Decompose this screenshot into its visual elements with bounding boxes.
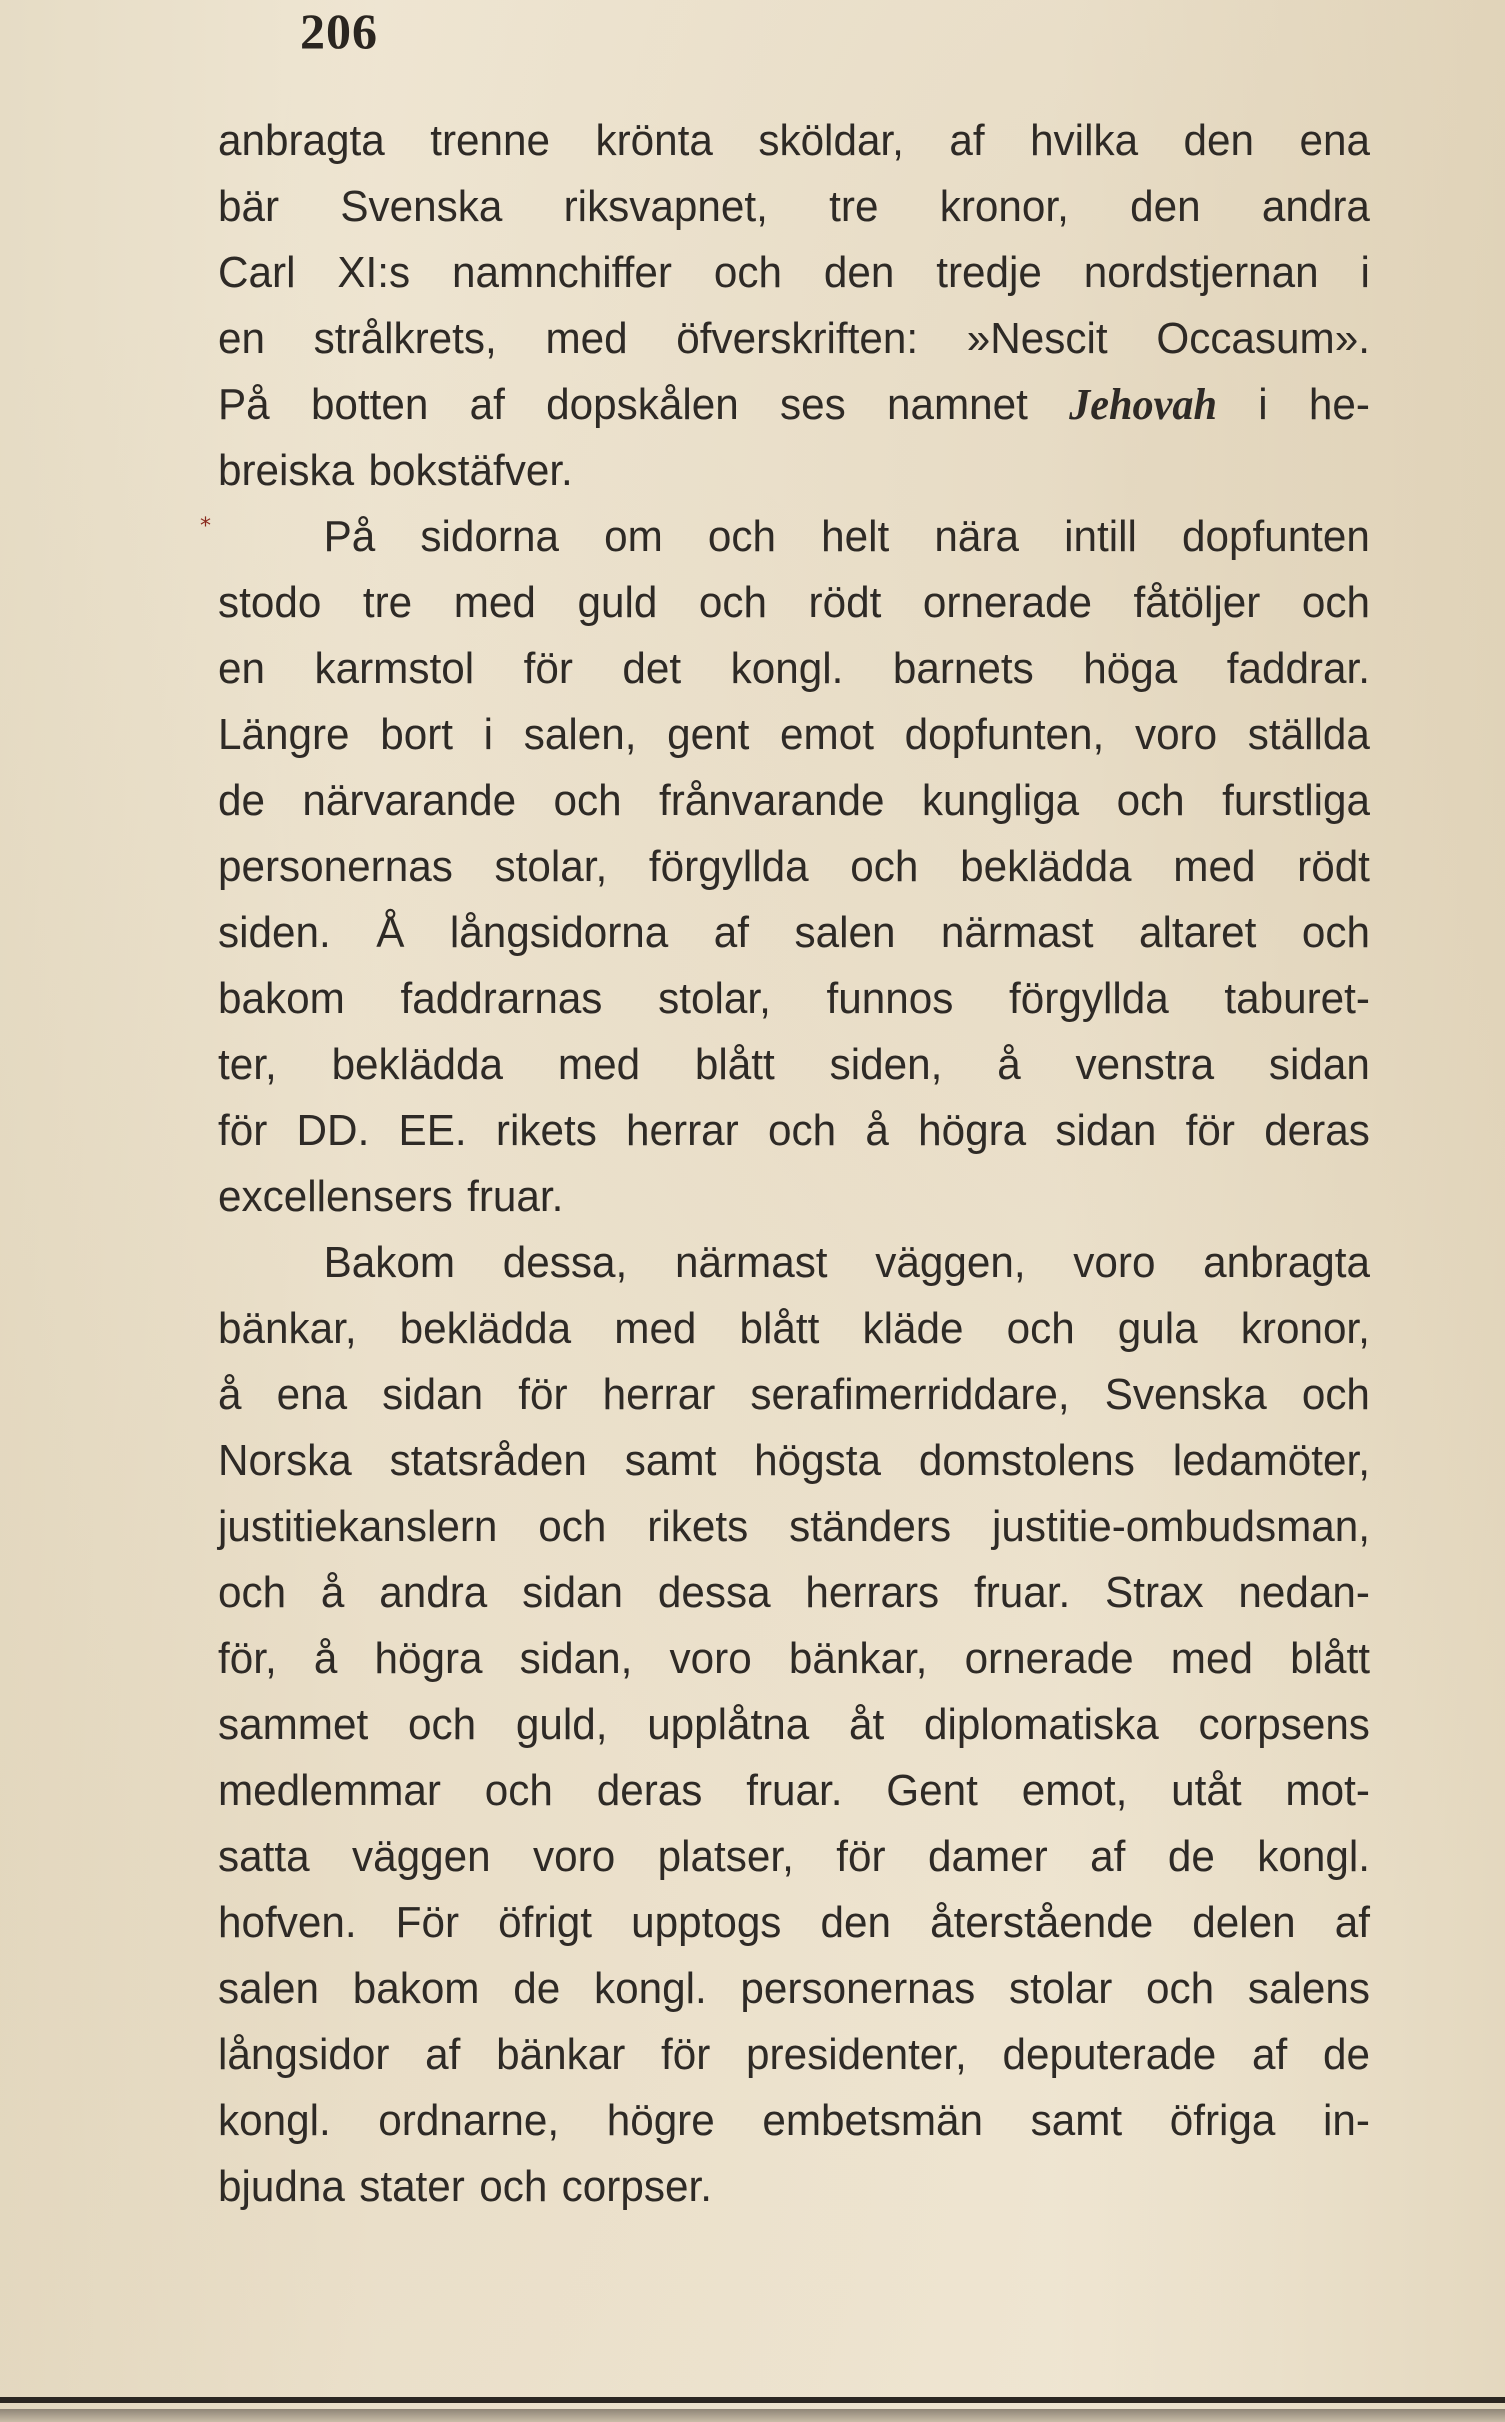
word: namnchiffer [452,248,672,297]
word: deras [1264,1106,1370,1155]
word: dopfunten [1181,512,1370,561]
word: ständers [789,1502,952,1551]
text-line [218,372,1370,438]
word: siden. [218,908,331,957]
word: bänkar, [218,1304,357,1353]
word: hvilka [1030,116,1139,165]
word: ställda [1247,710,1370,759]
word: voro [1134,710,1218,759]
text-line [218,108,1370,174]
text-line [218,1164,1370,1230]
word: Längre [218,710,350,759]
word: samt [1030,2096,1123,2145]
word: ornerade [964,1634,1134,1683]
word: och [850,842,919,891]
word: och [707,512,777,561]
text-line [218,900,1370,966]
word: personernas [740,1964,976,2013]
word: för [836,1832,886,1881]
text-line [218,504,1370,570]
word: med [1173,842,1256,891]
text-line [218,174,1370,240]
word: sammet [218,1700,369,1749]
page-edge [0,2409,1505,2422]
word: platser, [657,1832,794,1881]
word: satta [218,1832,310,1881]
word: öfrigt [498,1898,593,1947]
word: för [523,644,573,693]
word: helt [821,512,890,561]
word: corpsens [1198,1700,1370,1749]
word: EE. [398,1106,467,1155]
word: taburet- [1224,974,1370,1023]
word: de [513,1964,561,2013]
word: altaret [1139,908,1257,957]
word: rödt [808,578,882,627]
word: långsidor [218,2030,390,2079]
word: beklädda [399,1304,572,1353]
word: frånvarande [659,776,885,825]
word: fruar. [973,1568,1071,1617]
word: återstående [930,1898,1154,1947]
word: och [767,1106,837,1155]
word: emot [780,710,874,759]
word: högre [606,2096,715,2145]
text-line [218,1890,1370,1956]
text-line [218,834,1370,900]
word: stater [359,2162,465,2211]
word: den [1183,116,1255,165]
word: Strax [1105,1568,1204,1617]
text-line [218,1098,1370,1164]
word: å [997,1040,1021,1089]
word: de [218,776,265,825]
word: salen, [523,710,637,759]
word: sidorna [420,512,559,561]
word: fruar. [746,1766,843,1815]
word: med [1170,1634,1253,1683]
word: herrars [805,1568,940,1617]
text-line [218,2088,1370,2154]
word: kläde [862,1304,964,1353]
word: kronor, [939,182,1069,231]
word: kungliga [921,776,1080,825]
word: och [218,1568,287,1617]
word: »Nescit [966,314,1108,363]
text-line [218,1824,1370,1890]
word: stolar [1008,1964,1113,2013]
word: dopfunten, [904,710,1105,759]
word: det [622,644,682,693]
word: för [218,1106,268,1155]
word: högra [918,1106,1027,1155]
word: strålkrets, [313,314,497,363]
text-line [218,1560,1370,1626]
word: krönta [595,116,713,165]
word: andra [379,1568,488,1617]
word: blått [739,1304,820,1353]
word: af [713,908,749,957]
word: väggen, [875,1238,1026,1287]
word: bär [218,182,280,231]
word: högsta [754,1436,881,1485]
word: kongl. [1257,1832,1370,1881]
word: ordnarne, [378,2096,560,2145]
text-line [218,1362,1370,1428]
text-line [218,702,1370,768]
word: gula [1117,1304,1198,1353]
text-line [218,768,1370,834]
text-line [218,306,1370,372]
word: bjudna [218,2162,345,2211]
word: med [614,1304,697,1353]
word: damer [928,1832,1048,1881]
word: å [313,1634,338,1683]
word: den [820,1898,892,1947]
word: justitie-ombudsman, [992,1502,1370,1551]
word: af [1251,2030,1288,2079]
word: Occasum». [1156,314,1370,363]
word: Svenska [1104,1370,1267,1419]
body-text [218,108,1370,2220]
word: långsidorna [449,908,669,957]
word: och [484,1766,553,1815]
word: voro [1073,1238,1156,1287]
word: presidenter, [746,2030,967,2079]
word: åt [849,1700,885,1749]
word: kronor, [1240,1304,1370,1353]
word: personernas [218,842,453,891]
word: förgyllda [648,842,809,891]
word: deras [596,1766,703,1815]
word: sidan [522,1568,624,1617]
word: dopskålen [546,380,739,429]
word: för [661,2030,711,2079]
word: salen [794,908,896,957]
word: delen [1192,1898,1296,1947]
word: rödt [1297,842,1370,891]
word: med [557,1040,641,1089]
word: beklädda [960,842,1132,891]
word: anbragta [218,116,385,165]
word: rikets [647,1502,749,1551]
word: Carl [218,248,296,297]
word: furstliga [1222,776,1370,825]
word: corpser. [561,2162,712,2211]
text-line [218,1956,1370,2022]
word: diplomatiska [924,1700,1159,1749]
word: om [604,512,663,561]
word: mot- [1285,1766,1370,1815]
word: de [1322,2030,1370,2079]
word: Bakom [323,1238,456,1287]
word: och [713,248,782,297]
word: salen [218,1964,319,2013]
word: barnets [892,644,1034,693]
text-line [218,966,1370,1032]
word: domstolens [918,1436,1135,1485]
word: medlemmar [218,1766,441,1815]
text-line [218,1230,1370,1296]
word: tredje [936,248,1042,297]
word: faddrar. [1226,644,1370,693]
word: å [865,1106,889,1155]
word: förgyllda [1009,974,1169,1023]
word: kongl. [218,2096,331,2145]
page-number: 206 [300,3,378,59]
word: af [1090,1832,1126,1881]
text-line [218,1494,1370,1560]
word: embetsmän [762,2096,984,2145]
word: sidan [1055,1106,1157,1155]
word: stodo [218,578,322,627]
word: kongl. [593,1964,707,2013]
word: kongl. [730,644,844,693]
word: för [1185,1106,1235,1155]
word: och [1301,908,1370,957]
text-line [218,1626,1370,1692]
word: riksvapnet, [563,182,768,231]
word: breiska [218,446,355,495]
word: bort [380,710,454,759]
word: de [1167,1832,1215,1881]
text-line [218,1296,1370,1362]
word: siden, [829,1040,943,1089]
word: hofven. [218,1898,357,1947]
word: upptogs [631,1898,782,1947]
word: Gent [886,1766,978,1815]
word: en [218,314,265,363]
word: nära [934,512,1019,561]
word: sidan [1268,1040,1370,1089]
word: ena [1299,116,1370,165]
word: karmstol [314,644,475,693]
word: ses [780,380,846,429]
word: samt [624,1436,717,1485]
word: blått [694,1040,775,1089]
word: herrar [626,1106,739,1155]
word: närvarande [302,776,517,825]
text-line [218,570,1370,636]
word: dessa, [502,1238,628,1287]
word: faddrarnas [400,974,603,1023]
word: med [545,314,628,363]
word: guld [577,578,658,627]
word: serafimerriddare, [750,1370,1070,1419]
word: den [823,248,895,297]
word: högra [374,1634,483,1683]
word: upplåtna [647,1700,810,1749]
text-line [218,636,1370,702]
text-line [218,1758,1370,1824]
text-line [218,1032,1370,1098]
word: guld, [515,1700,608,1749]
word: sidan [382,1370,484,1419]
word: och [1146,1964,1215,2013]
word: sidan, [519,1634,633,1683]
word: funnos [826,974,954,1023]
word: stolar, [658,974,771,1023]
word: höga [1083,644,1178,693]
word: deputerade [1002,2030,1217,2079]
word: På [323,512,376,561]
word: bokstäfver. [368,446,573,495]
word: botten [310,380,429,429]
word: ornerade [922,578,1092,627]
word: DD. [296,1106,370,1155]
word: och [1006,1304,1075,1353]
word: gent [667,710,750,759]
text-line [218,2022,1370,2088]
word: Svenska [340,182,503,231]
word: ledamöter, [1172,1436,1370,1485]
word: i [1360,248,1370,297]
word: närmast [674,1238,828,1287]
word: en [218,644,265,693]
word: stolar, [494,842,608,891]
text-line [218,240,1370,306]
word: rikets [495,1106,597,1155]
bottom-rule [0,2397,1505,2403]
word: sköldar, [758,116,904,165]
word: tre [829,182,879,231]
word: voro [669,1634,752,1683]
word: och [479,2162,548,2211]
word: På [218,380,270,429]
word: för, [218,1634,277,1683]
word: närmast [940,908,1094,957]
word: ena [276,1370,348,1419]
word: för [518,1370,568,1419]
word: och [553,776,622,825]
word: fåtöljer [1133,578,1261,627]
word: nedan- [1238,1568,1370,1617]
word: bänkar, [788,1634,928,1683]
word: XI:s [337,248,411,297]
word: och [1116,776,1185,825]
word: af [469,380,505,429]
word: af [425,2030,461,2079]
word: namnet [887,380,1028,429]
word: anbragta [1203,1238,1370,1287]
word: fruar. [467,1172,564,1221]
margin-mark: * [200,514,211,539]
word: in- [1322,2096,1370,2145]
word: andra [1261,182,1370,231]
word: å [218,1370,242,1419]
word: herrar [602,1370,716,1419]
word: blått [1290,1634,1370,1683]
word: dessa [657,1568,771,1617]
word: excellensers [218,1172,453,1221]
word: med [453,578,536,627]
word: trenne [430,116,550,165]
word: emot, [1021,1766,1128,1815]
word: af [1334,1898,1370,1947]
text-line [218,1692,1370,1758]
word: Norska [218,1436,352,1485]
word: bakom [218,974,345,1023]
word: statsråden [389,1436,587,1485]
word: Å [376,908,405,957]
word: beklädda [331,1040,504,1089]
word: nordstjernan [1083,248,1319,297]
word: utåt [1171,1766,1242,1815]
word: den [1130,182,1201,231]
word: och [1301,578,1370,627]
text-line [218,438,1370,504]
word: bänkar [496,2030,626,2079]
word: salens [1247,1964,1370,2013]
word: Jehovah [1069,380,1218,429]
word: och [538,1502,607,1551]
word: öfverskriften: [676,314,919,363]
word: intill [1064,512,1137,561]
word: och [698,578,767,627]
word: och [1301,1370,1370,1419]
word: ter, [218,1040,277,1089]
word: i [483,710,494,759]
word: och [407,1700,477,1749]
word: venstra [1075,1040,1215,1089]
word: väggen [352,1832,491,1881]
word: i [1258,380,1268,429]
word: För [395,1898,460,1947]
word: af [949,116,985,165]
word: å [320,1568,345,1617]
text-line [218,1428,1370,1494]
word: justitiekanslern [218,1502,498,1551]
word: he- [1308,380,1370,429]
word: tre [362,578,413,627]
word: öfriga [1169,2096,1276,2145]
word: bakom [352,1964,480,2013]
word: voro [533,1832,616,1881]
text-line [218,2154,1370,2220]
